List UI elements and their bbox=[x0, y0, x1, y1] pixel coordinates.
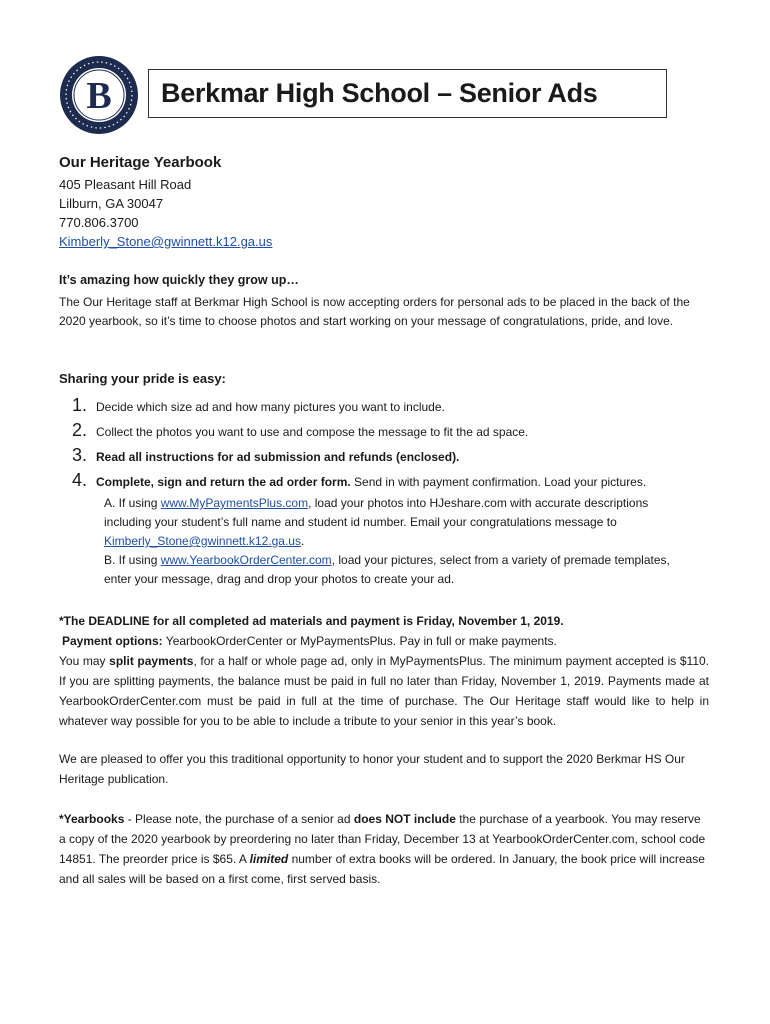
split-payments: You may split payments, for a half or whole page ad, only in MyPaymentsPlus. The minimum payment accepted is $110. If you are splitting payments, the balance must be paid in full no later than Friday, November 1, 2019. Payments made at YearbookOrderCenter.com must be paid in full at the time of purchase. The Our Heritage staff would like to help in whatever way possible for you to be able to include a tribute to your senior in this year’s book. bbox=[59, 654, 709, 728]
yearbooks-note: *Yearbooks - Please note, the purchase of a senior ad does NOT include the purchase of a yearbook. You may reserve a copy of the 2020 yearbook by preordering no later than Friday, December 13 at YearbookOrderCenter.com, school code 14851. The preorder price is $65. A limited number of extra books will be ordered. In January, the book price will increase and all sales will be based on a first come, first served basis. bbox=[59, 812, 706, 886]
org-name: Our Heritage Yearbook bbox=[59, 154, 222, 171]
school-logo bbox=[59, 55, 139, 135]
step-item: 4. Complete, sign and return the ad order form. Send in with payment confirmation. Load your pictures. bbox=[72, 470, 647, 490]
steps-list bbox=[72, 395, 702, 495]
title-box bbox=[148, 69, 667, 118]
step-4-details bbox=[104, 494, 694, 589]
intro-body: The Our Heritage staff at Berkmar High School is now accepting orders for personal ads to be placed in the back of the 2020 yearbook, so it’s time to choose photos and start working on your message of congratulations, pride, and love. bbox=[59, 295, 690, 328]
org-street: 405 Pleasant Hill Road bbox=[59, 177, 192, 192]
deadline-section bbox=[59, 611, 709, 731]
mypaymentsplus-link[interactable]: www.MyPaymentsPlus.com bbox=[160, 496, 309, 510]
offer-text: We are pleased to offer you this traditional opportunity to honor your student and to support the 2020 Berkmar HS Our Heritage publication. bbox=[59, 752, 685, 786]
payment-options: Payment options: YearbookOrderCenter or MyPaymentsPlus. Pay in full or make payments. bbox=[62, 634, 557, 648]
yearbookordercenter-link[interactable]: www.YearbookOrderCenter.com bbox=[160, 553, 332, 567]
intro-heading: It’s amazing how quickly they grow up… bbox=[59, 273, 299, 287]
org-phone: 770.806.3700 bbox=[59, 215, 139, 230]
step-item: 2. Collect the photos you want to use and compose the message to fit the ad space. bbox=[72, 420, 529, 440]
email-link[interactable]: Kimberly_Stone@gwinnett.k12.ga.us bbox=[104, 534, 301, 548]
org-city: Lilburn, GA 30047 bbox=[59, 196, 164, 211]
org-email-link[interactable]: Kimberly_Stone@gwinnett.k12.ga.us bbox=[59, 234, 273, 249]
sub-item-a: A. If using www.MyPaymentsPlus.com, load your photos into HJeshare.com with accurate descriptions including your student’s full name and student id number. Email your congratulations message to Kimberly_Stone@gwinnett.k12.ga.us. bbox=[104, 496, 649, 548]
logo-letter: B bbox=[86, 75, 112, 117]
step-item: 1. Decide which size ad and how many pictures you want to include. bbox=[72, 395, 445, 415]
deadline-line: *The DEADLINE for all completed ad materials and payment is Friday, November 1, 2019. bbox=[59, 614, 564, 628]
steps-heading: Sharing your pride is easy: bbox=[59, 371, 226, 386]
step-item: 3. Read all instructions for ad submission and refunds (enclosed). bbox=[72, 445, 460, 465]
page-title: Berkmar High School – Senior Ads bbox=[161, 78, 598, 108]
sub-item-b: B. If using www.YearbookOrderCenter.com, load your pictures, select from a variety of premade templates, enter your message, drag and drop your photos to create your ad. bbox=[104, 553, 670, 586]
